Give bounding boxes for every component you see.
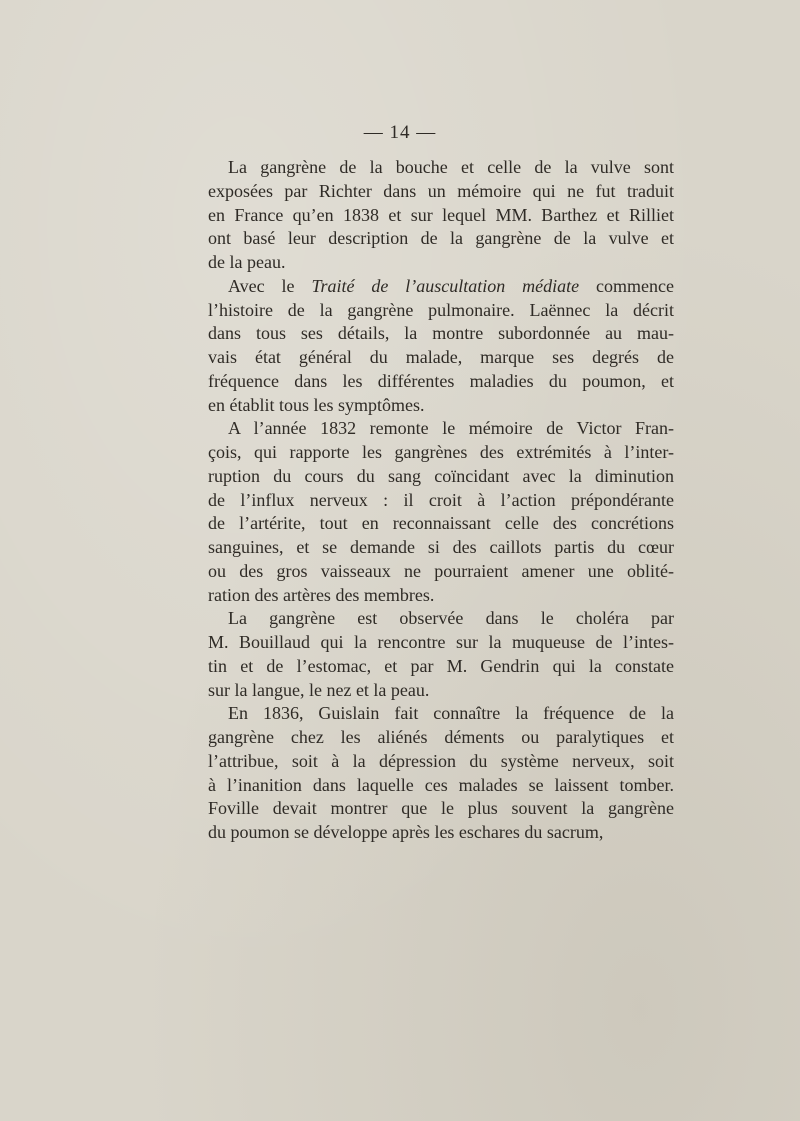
text-line: de l’artérite, tout en reconnaissant celle des concrétions xyxy=(208,513,674,534)
paragraph-1 xyxy=(208,156,674,275)
text-line: La gangrène est observée dans le choléra par xyxy=(228,608,674,629)
text-line: en France qu’en 1838 et sur lequel MM. Barthez et Rilliet xyxy=(208,204,674,225)
text-line: La gangrène de la bouche et celle de la vulve sont xyxy=(228,157,674,177)
text-line: En 1836, Guislain fait connaître la fréquence de la xyxy=(228,703,674,724)
text-line: ont basé leur description de la gangrène de la vulve et xyxy=(208,228,674,249)
text-line xyxy=(208,275,674,299)
text-line: ruption du cours du sang coïncidant avec la diminution xyxy=(208,465,674,486)
page-number: — 14 — xyxy=(363,122,437,143)
paragraph-3 xyxy=(208,417,674,607)
text-line: à l’inanition dans laquelle ces malades se laissent tomber. xyxy=(208,774,674,795)
text-segment: commence xyxy=(596,275,675,296)
text-line: l’attribue, soit à la dépression du système nerveux, soit xyxy=(208,750,674,771)
book-title: Traité de l’auscultation médiate xyxy=(311,275,580,296)
text-line: de l’influx nerveux : il croit à l’action prépondérante xyxy=(208,489,674,510)
text-line: dans tous ses détails, la montre subordonnée au mau- xyxy=(208,323,674,344)
text-segment: Avec le xyxy=(228,275,295,296)
paragraph-4 xyxy=(208,607,674,702)
text-line: sanguines, et se demande si des caillots partis du cœur xyxy=(208,537,674,557)
text-line: tin et de l’estomac, et par M. Gendrin qui la constate xyxy=(208,655,674,676)
text-line: du poumon se développe après les eschares du sacrum, xyxy=(208,822,604,842)
text-line: fréquence dans les différentes maladies du poumon, et xyxy=(208,370,674,391)
text-line: sur la langue, le nez et la peau. xyxy=(208,679,430,700)
text-line: exposées par Richter dans un mémoire qui ne fut traduit xyxy=(208,180,674,201)
text-line: ou des gros vaisseaux ne pourraient amener une oblité- xyxy=(208,560,674,581)
text-line: çois, qui rapporte les gangrènes des extrémités à l’inter- xyxy=(208,442,674,462)
text-line: en établit tous les symptômes. xyxy=(208,394,425,415)
text-line: de la peau. xyxy=(208,252,286,272)
text-line: M. Bouillaud qui la rencontre sur la muqueuse de l’intes- xyxy=(208,632,674,652)
text-line: l’histoire de la gangrène pulmonaire. Laënnec la décrit xyxy=(208,299,674,320)
text-line: Foville devait montrer que le plus souvent la gangrène xyxy=(208,798,674,819)
body-text xyxy=(208,156,674,845)
paragraph-5 xyxy=(208,702,674,845)
text-line: vais état général du malade, marque ses degrés de xyxy=(208,347,674,367)
text-line: gangrène chez les aliénés déments ou paralytiques et xyxy=(208,727,674,747)
text-line: A l’année 1832 remonte le mémoire de Victor Fran- xyxy=(228,418,674,439)
paragraph-2 xyxy=(208,275,674,418)
text-line: ration des artères des membres. xyxy=(208,584,435,605)
